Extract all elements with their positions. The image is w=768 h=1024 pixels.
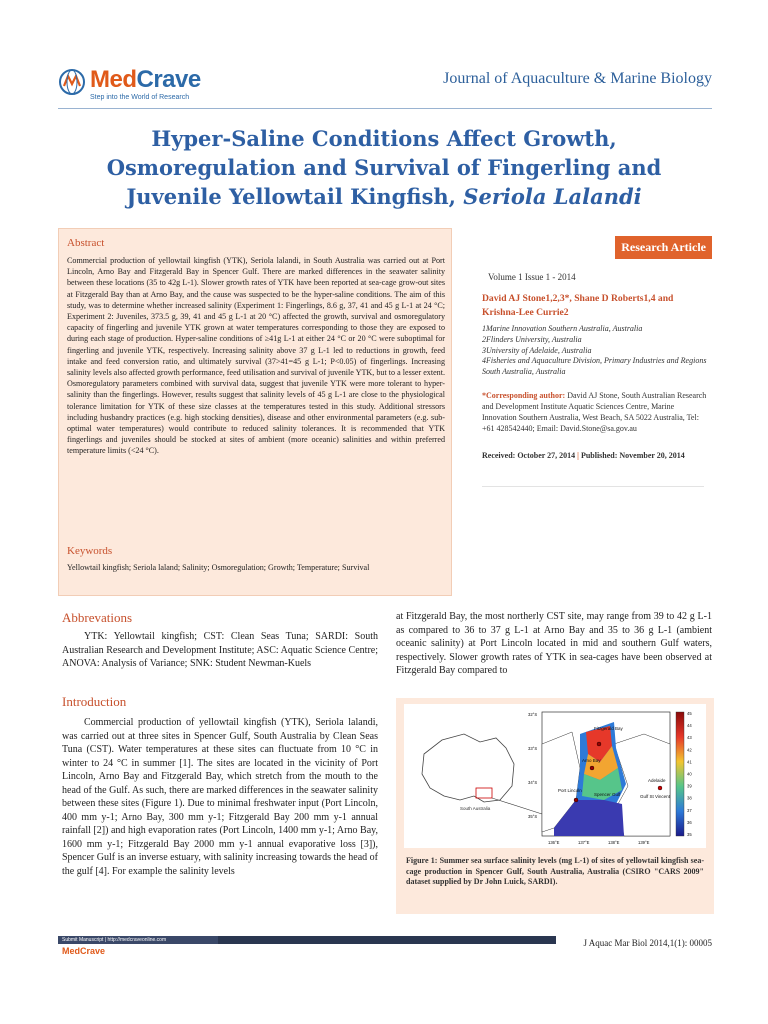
footer-logo: MedCrave [62,946,106,956]
label-gulf: Spencer Gulf [594,792,621,797]
corresponding-label: *Corresponding author: [482,391,566,400]
map-label-south-australia: South Australia [460,806,491,811]
affiliations [482,324,710,378]
lon-tick-1: 136°E [548,840,560,845]
figure-caption: Figure 1: Summer sea surface salinity levels (mg L-1) of sites of yellowtail kingfish sea-cage production in Spencer Gulf, South Australia, Australia (CSIRO "CARS 2009" dataset supplied by Dr John Luick, SARDI). [406,856,704,886]
article-title [70,124,698,211]
article-dates [482,450,710,461]
colorbar-tick-label: 40 [687,771,692,777]
abstract-box [58,228,452,596]
corresponding-details: David AJ Stone, South Australian Research and Development Institute Aquatic Sciences Centre, Marine Innovation Southern Australia, West Beach, SA 5022 Australia, Tel: +61 428542440; Email: David.Stone@sa.gov.au [482,391,707,433]
abbreviations-heading: Abbrevations [62,610,133,625]
info-divider [482,486,704,487]
introduction-text: Commercial production of yellowtail kingfish (YTK), Seriola lalandi, was carried out at three sites in Spencer Gulf, South Australia by Clean Seas Tuna (CST). Water temperatures at these sites can fluctuate from 10 °C in winter to 24 °C in summer [1]. The sites are located in the vicinity of Port Lincoln, Arno Bay and Fitzgerald Bay, which stretch from the mouth to the head of the Gulf. As such, there are marked differences in the seawater salinity between these sites (Figure 1). Due to minimal freshwater input (Port Lincoln, 400 mm y-1; Arno Bay, 300 mm y-1; Fitzgerald Bay 200 mm y-1 annual rainfall [2]) and high evaporation rates (Port Lincoln, 1400 mm y-1; Arno Bay, 1600 mm y-1; Fitzgerald Bay 2000 mm y-1 annual evaporative loss [3]), Spencer Gulf is an inverse estuary, with salinity increasing towards the head of the gulf [4]. For example the salinity levels [62,717,378,877]
lat-tick-2: 33°S [528,746,538,751]
site-port-lincoln [574,798,578,802]
lat-tick-1: 32°S [528,712,538,717]
header-divider [58,108,712,109]
salinity-colorbar [676,712,684,836]
label-fitzgerald: Fitzgerald Bay [594,726,623,731]
colorbar-tick-label: 45 [687,711,692,716]
volume-issue: Volume 1 Issue 1 - 2014 [488,272,576,282]
lat-tick-4: 35°S [528,814,538,819]
site-arno-bay [590,766,594,770]
article-type-badge: Research Article [615,236,712,259]
colorbar-labels [687,711,692,837]
article-info [474,228,712,596]
corresponding-author [482,390,710,434]
title-main: Hyper-Saline Conditions Affect Growth, Osmoregulation and Survival of Fingerling and Juvenile Yellowtail Kingfish, [106,126,662,209]
journal-name: Journal of Aquaculture & Marine Biology [443,70,712,87]
brand-tagline: Step into the World of Research [90,94,190,101]
colorbar-tick-label: 41 [687,759,692,765]
keywords-text: Yellowtail kingfish; Seriola laland; Salinity; Osmoregulation; Growth; Temperature; Survival [67,563,370,572]
affiliation-4: 4Fisheries and Aquaculture Division, Primary Industries and Regions South Australia, Australia [482,356,707,377]
lat-tick-3: 34°S [528,780,538,785]
colorbar-tick-label: 39 [687,783,692,789]
label-adelaide: Adelaide [648,778,666,783]
medcrave-globe-icon [58,68,86,96]
authors: David AJ Stone1,2,3*, Shane D Roberts1,4 and Krishna-Lee Currie2 [482,293,674,318]
inset-connector [492,798,542,814]
colorbar-tick-label: 35 [687,832,692,837]
colorbar-tick-label: 38 [687,795,692,801]
colorbar-tick-label: 36 [687,819,692,825]
colorbar-tick-label: 42 [687,747,692,753]
introduction-heading: Introduction [62,694,127,709]
date-separator: | [577,451,579,460]
abstract-body: Commercial production of yellowtail kingfish (YTK), Seriola lalandi, in South Australia was carried out at Port Lincoln, Arno Bay and Fitzgerald Bay in Spencer Gulf. There are marked differences in the seawater salinity between these locations (35 to 42g L-1). Slower growth rates of YTK have been reported at sea-cage grow-out sites at Fitzgerald Bay than at Arno Bay, and the cause was suspected to be the hyper-saline conditions. The aim of this study, was to determine whether increased salinity (Experiment 1: Fingerlings, 8.6 g, 37, 41 and 45 g L-1 at 24 °C; Experiment 2: Juveniles, 373.5 g, 39, 41 and 45 g L-1 at 20 °C) affected the growth, survival and osmoregulatory capacity of fingerling and juvenile YTK grown at water temperatures corresponding to those they are exposed to during each stage of production. Hyper-saline conditions of ≥41g L-1 at either 24 °C or 20 °C were suboptimal for fingerling and juvenile YTK, respectively. Increasing salinity above 37 g L-1 led to reductions in growth, feed intake and feed conversion ratio, and ultimately survival (37>41=45 g L-1; P<0.05) of fingerlings. Increasing salinity levels also affected growth performance, feed utilisation and survival of juvenile YTK, but to a lesser extent. Osmoregulatory parameters combined with survival data, suggest that juvenile YTK were more tolerant to hyper-salinity than the fingerlings. However, results suggest that salinity levels of 45 g L-1 are close to the physiological tolerance limitation for YTK of these size classes at the temperatures tested in this study. Additional stressors including husbandry practices (e.g. high stocking densities), disease and other environmental parameters (e.g. sub-optimal water temperatures) would contribute to reduced salinity tolerances. It is recommended that YTK fingerlings and juveniles should be stocked at sites of ambient (more oceanic) salinities and within preferred temperature limits (<24 °C). [67,256,445,456]
figure-1 [396,698,714,914]
colorbar-tick-label: 43 [687,735,692,741]
affiliation-2: 2Flinders University, Australia [482,334,582,344]
citation: J Aquac Mar Biol 2014,1(1): 00005 [583,938,712,948]
keywords-heading: Keywords [67,545,113,557]
published-date: Published: November 20, 2014 [580,451,685,460]
abstract-heading: Abstract [67,237,105,249]
lon-tick-3: 138°E [608,840,620,845]
label-gulf-st-vincent: Gulf St Vincent [640,794,670,799]
lon-tick-4: 139°E [638,840,650,845]
lon-tick-2: 137°E [578,840,590,845]
label-lincoln: Port Lincoln [558,788,582,793]
site-adelaide [658,786,662,790]
page-header [0,60,768,110]
medcrave-logo[interactable] [58,66,248,106]
label-arno: Arno Bay [582,758,601,763]
title-species: Seriola Lalandi [463,184,642,209]
colorbar-tick-label: 37 [687,807,692,813]
right-column-text: at Fitzgerald Bay, the most northerly CST site, may range from 39 to 42 g L-1 as compared to 36 to 37 g L-1 at Arno Bay and 35 to 36 g L-1 (ambient oceanic salinity) at Port Lincoln located in mid and southern Gulf waters, respectively. Slower growth rates of YTK in sea-cages have been observed at Fitzgerald Bay compared to [396,611,712,676]
affiliation-3: 3University of Adelaide, Australia [482,345,592,355]
received-date: Received: October 27, 2014 [482,451,576,460]
salinity-map [404,704,706,848]
abbreviations-text: YTK: Yellowtail kingfish; CST: Clean Seas Tuna; SARDI: South Australian Research and Development Institute; ASC: Aquatic Science Centre; ANOVA: Analysis of Variance; SNK: Student Newman-Kuels [62,631,378,669]
submit-manuscript-link[interactable]: Submit Manuscript | http://medcraveonline.com [62,937,167,943]
affiliation-1: 1Marine Innovation Southern Australia, Australia [482,324,643,333]
australia-outline [422,734,514,802]
colorbar-tick-label: 44 [687,723,692,729]
brand-name: MedCrave [90,66,201,93]
site-fitzgerald-bay [597,742,601,746]
